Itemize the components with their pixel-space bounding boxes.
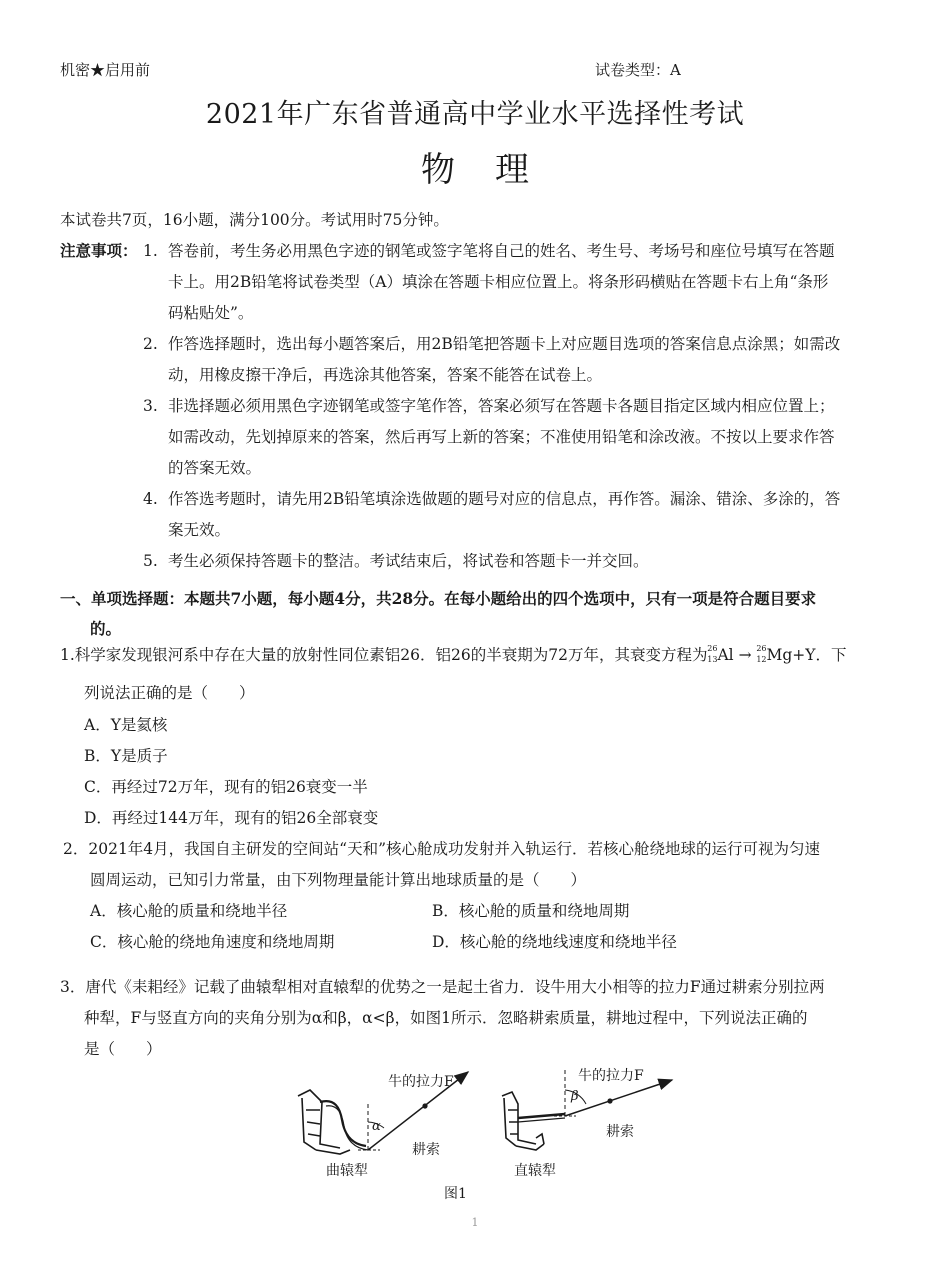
q2-stem-line-2: 圆周运动，已知引力常量，由下列物理量能计算出地球质量的是（ ）: [90, 871, 587, 889]
q3-stem-line-3: 是（ ）: [84, 1040, 162, 1058]
notice-item-1-line-1: 答卷前，考生务必用黑色字迹的钢笔或签字笔将自己的姓名、考生号、考场号和座位号填写在答题: [168, 242, 835, 260]
q2-option-a: A．核心舱的质量和绕地半径: [90, 902, 288, 920]
notice-item-1-line-2: 卡上。用2B铅笔将试卷类型（A）填涂在答题卡相应位置上。将条形码横贴在答题卡右上角“条形: [168, 273, 829, 291]
al-symbol: Al: [717, 646, 734, 664]
q2-option-c: C．核心舱的绕地角速度和绕地周期: [90, 933, 335, 951]
q1-stem-line-2: 列说法正确的是（ ）: [84, 684, 255, 702]
exam-intro: 本试卷共7页，16小题，满分100分。考试用时75分钟。: [60, 211, 449, 229]
left-rope-label: 耕索: [412, 1142, 440, 1158]
right-force-arrow: [565, 1080, 672, 1116]
decay-arrow: →: [738, 646, 752, 664]
figure-1-plows: [280, 1058, 700, 1208]
left-rope-point: [422, 1103, 427, 1108]
q2-stem-line-1: 2．2021年4月，我国自主研发的空间站“天和”核心舱成功发射并入轨运行．若核心舱绕地球的运行可视为匀速: [63, 840, 821, 858]
notice-item-3-number: 3.: [143, 397, 158, 415]
q3-stem-line-1: 3．唐代《耒耜经》记载了曲辕犁相对直辕犁的优势之一是起土省力．设牛用大小相等的拉力F通过耕索分别拉两: [60, 978, 825, 996]
al-atomic-number: 13: [707, 655, 718, 664]
al-mass-number: 26: [707, 644, 718, 653]
q3-stem-line-2: 种犁，F与竖直方向的夹角分别为α和β，α<β，如图1所示．忽略耕索质量，耕地过程中，下列说法正确的: [84, 1009, 808, 1027]
section-1-heading-cont: 的。: [90, 619, 122, 638]
straight-plow-drawing: [502, 1092, 565, 1150]
section-1-heading: 一、单项选择题：本题共7小题，每小题4分，共28分。在每小题给出的四个选项中，只有一项是符合题目要求: [60, 589, 817, 608]
figure-caption: 图1: [444, 1186, 467, 1202]
notice-label: 注意事项：: [60, 241, 138, 260]
right-rope-label: 耕索: [606, 1124, 634, 1140]
q2-option-b: B．核心舱的质量和绕地周期: [432, 902, 630, 920]
notice-item-2-number: 2.: [143, 335, 158, 353]
notice-item-2-line-2: 动，用橡皮擦干净后，再选涂其他答案，答案不能答在试卷上。: [168, 366, 603, 384]
mg-mass-number: 26: [756, 644, 767, 653]
q1-option-a: A．Y是氦核: [84, 716, 168, 734]
notice-item-1-number: 1.: [143, 242, 158, 260]
notice-item-5-line-1: 考生必须保持答题卡的整洁。考试结束后，将试卷和答题卡一并交回。: [168, 552, 649, 570]
q1-option-b: B．Y是质子: [84, 747, 168, 765]
right-rope-point: [607, 1098, 612, 1103]
mg-symbol: Mg: [766, 646, 793, 664]
left-force-label: 牛的拉力F: [388, 1074, 454, 1090]
curved-plow-drawing: [298, 1090, 368, 1154]
mg-atomic-number: 12: [756, 655, 767, 664]
right-force-label: 牛的拉力F: [578, 1068, 644, 1084]
confidential-label: 机密★启用前: [60, 61, 151, 79]
exam-title: 2021年广东省普通高中学业水平选择性考试: [205, 99, 745, 130]
al-isotope-numbers: [707, 645, 717, 665]
left-plow-name: 曲辕犁: [326, 1163, 368, 1179]
q1-option-c: C．再经过72万年，现有的铝26衰变一半: [84, 778, 368, 796]
paper-type-label: 试卷类型：A: [595, 61, 681, 79]
page-number: 1: [471, 1216, 479, 1229]
q1-stem-text-end: +Y．下: [792, 646, 847, 664]
notice-item-5-number: 5.: [143, 552, 158, 570]
right-angle-label: β: [571, 1089, 579, 1104]
right-plow-name: 直辕犁: [514, 1163, 556, 1179]
notice-item-4-line-1: 作答选考题时，请先用2B铅笔填涂选做题的题号对应的信息点，再作答。漏涂、错涂、多涂的，答: [168, 490, 841, 508]
q2-option-d: D．核心舱的绕地线速度和绕地半径: [432, 933, 677, 951]
notice-item-2-line-1: 作答选择题时，选出每小题答案后，用2B铅笔把答题卡上对应题目选项的答案信息点涂黑；如需改: [168, 335, 841, 353]
notice-item-1-line-3: 码粘贴处”。: [168, 304, 254, 322]
q1-stem-text: 1.科学家发现银河系中存在大量的放射性同位素铝26．铝26的半衰期为72万年，其衰变方程为: [60, 646, 708, 664]
mg-isotope-numbers: [757, 645, 767, 665]
q1-stem-line-1: [60, 645, 847, 665]
notice-item-3-line-2: 如需改动，先划掉原来的答案，然后再写上新的答案；不准使用铅笔和涂改液。不按以上要求作答: [168, 428, 835, 446]
q1-option-d: D．再经过144万年，现有的铝26全部衰变: [84, 809, 379, 827]
notice-item-4-number: 4.: [143, 490, 158, 508]
notice-item-4-line-2: 案无效。: [168, 521, 231, 539]
left-angle-label: α: [372, 1119, 381, 1134]
subject-title: 物理: [421, 150, 569, 190]
notice-item-3-line-1: 非选择题必须用黑色字迹钢笔或签字笔作答，答案必须写在答题卡各题目指定区域内相应位置上；: [168, 397, 835, 415]
notice-item-3-line-3: 的答案无效。: [168, 459, 262, 477]
